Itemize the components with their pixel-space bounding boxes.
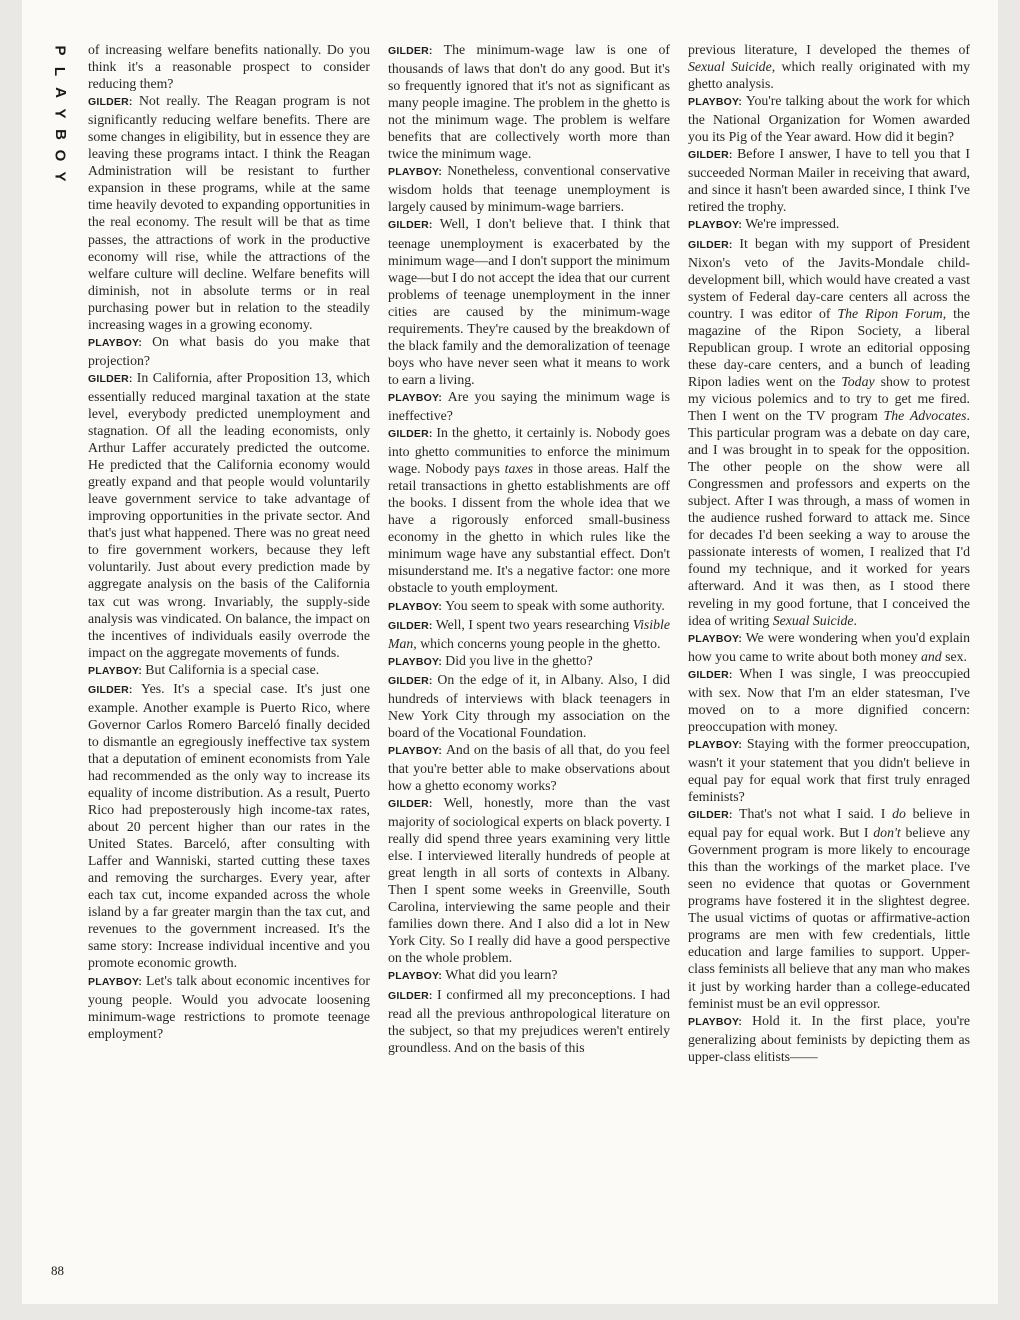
paragraph-text: in those areas. Half the retail transactions in ghetto establishments are off the books. I dissent from the whole idea that we have a rigorously enforced small-business economy in the ghetto in which rules like the minimum wage have any substantial effect. Don't misunderstand me. It's a negative factor: one more obstacle to youth employment. xyxy=(388,461,670,596)
interview-paragraph xyxy=(88,41,370,92)
paragraph-text: What did you learn? xyxy=(445,967,558,983)
paragraph-text: Not really. The Reagan program is not significantly reducing welfare benefits. There are some changes in eligibility, but in essence they are leaving these programs intact. I think the Reagan Administration will be resistant to further expansion in these programs, while at the same time heavily devoted to expanding opportunities in the real economy. The result will be that as time passes, the attractions of work in the productive economy will rise, while the attractions of the welfare culture will decline. Welfare benefits will diminish, not in absolute terms or in real purchasing power but in relation to the steadily increasing wages in a growing economy. xyxy=(88,93,370,332)
paragraph-text: , the magazine of the Ripon Society, a liberal Republican group. I wrote an editorial opposing these day-care centers, and a bunch of leading Ripon ladies went on the xyxy=(688,305,970,389)
interview-paragraph xyxy=(88,333,370,369)
italic-title-text: The Advocates xyxy=(883,407,967,423)
italic-title-text: Today xyxy=(841,373,875,389)
speaker-label: GILDER : xyxy=(388,428,436,440)
paragraph-text: believe any Government program is more likely to encourage this than the workings of the market place. I've seen no evidence that quotas or Government programs have fostered it in the slightest degree. The usual victims of quotas or affirmative-action programs are men with few credentials, little education and large families to support. Upper-class feminists all believe that any man who makes it just by working harder than a college-educated feminist must be an evil oppressor. xyxy=(688,825,970,1011)
paragraph-text: show to protest my vicious polemics and to try to get me fired. Then I went on the TV program xyxy=(688,373,970,423)
paragraph-text: Let's talk about economic incentives for young people. Would you advocate loosening minimum-wage restrictions to promote teenage employment? xyxy=(88,972,370,1041)
magazine-page xyxy=(22,0,998,1304)
italic-title-text: taxes xyxy=(504,461,534,477)
paragraph-text: Hold it. In the first place, you're generalizing about feminists by depicting them as upper-class elitists—— xyxy=(688,1012,970,1064)
interview-paragraph xyxy=(88,661,370,680)
italic-title-text: Sexual Suicide xyxy=(688,59,772,75)
paragraph-text: . This particular program was a debate on day care, and I was brought in to speak for the opposition. The other people on the show were all Congressmen and professors and experts on the subject. After I was through, a mass of women in the audience rushed forward to attack me. Since for decades I'd been seeking a way to arouse the passionate interests of women, I realized that I'd found my technique, and it worked for years afterward. And it was then, as I stood there reveling in my good fortune, that I conceived the idea of writing xyxy=(688,407,970,628)
interview-paragraph xyxy=(688,805,970,1012)
paragraph-text: We're impressed. xyxy=(745,216,840,232)
running-head-masthead xyxy=(52,40,68,187)
masthead-letter: O xyxy=(51,149,69,162)
masthead-letter: L xyxy=(51,66,69,77)
paragraph-text: That's not what I said. I xyxy=(739,806,893,822)
paragraph-text: In California, after Proposition 13, which essentially reduced marginal taxation at the state level, everybody predicted unemployment and stagnation. Of all the leading economists, only Arthur Laffer accurately predicted the outcome. He predicted that the California economy would greatly expand and that people would voluntarily leave government service to take advantage of improving opportunities in the private sector. And that's just what happened. There was no great need to fire government workers, because they left voluntarily. Just about every prediction made by aggregate analysis on the basis of the California tax cut was wrong. Invariably, the supply-side analysis was vindicated. On balance, the impact on the incentives of individuals easily overrode the impact on the aggregate movements of funds. xyxy=(88,369,370,660)
paragraph-text: , which really originated with my ghetto analysis. xyxy=(688,59,970,92)
speaker-label: PLAYBOY : xyxy=(688,739,747,751)
paragraph-text: I confirmed all my preconceptions. I had read all the previous anthropological literature on the subject, so that my prejudices weren't entirely groundless. And on the basis of this xyxy=(388,986,670,1055)
italic-title-text: Visible Man xyxy=(388,616,670,651)
masthead-letter: B xyxy=(51,129,69,140)
speaker-label: GILDER : xyxy=(688,149,737,161)
speaker-label: PLAYBOY : xyxy=(388,166,447,178)
paragraph-text: of increasing welfare benefits nationally. Do you think it's a reasonable prospect to consider reducing them? xyxy=(88,42,370,92)
speaker-label: PLAYBOY : xyxy=(388,970,445,982)
paragraph-text: It began with my support of President Nixon's veto of the Javits-Mondale child-development bill, which would have created a vast system of Federal day-care centers all across the country. I was editor of xyxy=(688,235,970,321)
paragraph-text: In the ghetto, it certainly is. Nobody goes into ghetto communities to enforce the minimum wage. Nobody pays xyxy=(388,425,670,477)
speaker-label: GILDER : xyxy=(388,675,437,687)
speaker-label: PLAYBOY : xyxy=(688,1016,752,1028)
paragraph-text: And on the basis of all that, do you feel that you're better able to make observations about how a ghetto economy works? xyxy=(388,741,670,793)
text-column-3 xyxy=(688,41,970,1065)
paragraph-text: . xyxy=(853,612,857,628)
speaker-label: PLAYBOY : xyxy=(388,656,445,668)
italic-title-text: The Ripon Forum xyxy=(837,305,943,321)
interview-paragraph xyxy=(688,735,970,805)
interview-paragraph xyxy=(688,1012,970,1065)
paragraph-text: The minimum-wage law is one of thousands of laws that don't do any good. But it's so frequently ignored that it's not as significant as many people imagine. The problem in the ghetto is not the minimum wage. The problem is welfare benefits that are collectively worth more than twice the minimum wage. xyxy=(388,42,670,162)
interview-paragraph xyxy=(388,215,670,387)
masthead-letter: P xyxy=(51,45,69,56)
speaker-label: GILDER : xyxy=(688,809,739,821)
paragraph-text: When I was single, I was preoccupied with sex. Now that I'm an elder statesman, I've moved on to a more dignified concern: preoccupation with money. xyxy=(688,665,970,734)
speaker-label: GILDER : xyxy=(388,990,437,1002)
paragraph-text: believe in equal pay for equal work. But I xyxy=(688,806,970,841)
paragraph-text: , which concerns young people in the ghetto. xyxy=(413,635,661,651)
paragraph-text: previous literature, I developed the themes of xyxy=(688,42,970,57)
interview-paragraph xyxy=(388,671,670,741)
masthead-letter: Y xyxy=(51,108,69,119)
speaker-label: PLAYBOY : xyxy=(388,601,445,613)
text-column-2 xyxy=(388,41,670,1056)
speaker-label: GILDER : xyxy=(88,96,139,108)
interview-paragraph xyxy=(388,424,670,596)
italic-title-text: do xyxy=(892,806,906,822)
paragraph-text: Did you live in the ghetto? xyxy=(445,652,593,668)
paragraph-text: Yes. It's a special case. It's just one example. Another example is Puerto Rico, where Governor Carlos Romero Barceló finally decided to dismantle an egregiously ineffective tax system that a deputation of eminent economists from Yale had recommended as the only way to increase its equality of income distribution. As a result, Puerto Rico had preposterously high income-tax rates, about 20 percent higher than our rates in the United States. Barceló, after consulting with Laffer and Wanniski, started cutting these taxes and removing the surcharges. Every year, after each tax cut, income expanded across the whole island by a far greater margin than the tax cut, and revenues to the government increased. It's the same story: Increase individual incentive and you promote economic growth. xyxy=(88,680,370,971)
paragraph-text: On what basis do you make that projection? xyxy=(88,333,370,368)
paragraph-text: Are you saying the minimum wage is ineffective? xyxy=(388,388,670,423)
speaker-label: PLAYBOY : xyxy=(88,665,145,677)
paragraph-text: We were wondering when you'd explain how you came to write about both money xyxy=(688,629,970,664)
speaker-label: PLAYBOY : xyxy=(88,337,152,349)
interview-paragraph xyxy=(88,972,370,1042)
speaker-label: GILDER : xyxy=(388,219,440,231)
paragraph-text: Well, I don't believe that. I think that teenage unemployment is exacerbated by the minimum wage—and I don't support the minimum wage—but I do not accept the idea that our current problems of teenage unemployment in the inner cities are caused by the minimum-wage requirements. They're caused by the breakdown of the black family and the demoralization of teenage boys who have never seen what it means to work to earn a living. xyxy=(388,216,670,387)
speaker-label: GILDER : xyxy=(88,373,137,385)
speaker-label: PLAYBOY : xyxy=(88,976,146,988)
interview-paragraph xyxy=(88,92,370,333)
interview-paragraph xyxy=(388,162,670,215)
interview-paragraph xyxy=(388,794,670,966)
speaker-label: GILDER : xyxy=(388,798,444,810)
interview-paragraph xyxy=(688,92,970,145)
italic-title-text: and xyxy=(920,648,942,664)
speaker-label: GILDER : xyxy=(688,669,739,681)
paragraph-text: Well, honestly, more than the vast majority of sociological experts on black poverty. I really did spend three years examining very little else. I interviewed literally hundreds of people at great length in all sorts of contexts in Albany. Then I spent some weeks in Greenville, South Carolina, interviewing the same people and their families down there. And I also did a lot in New York City. So I really did have a good perspective on the whole problem. xyxy=(388,795,670,966)
interview-paragraph xyxy=(688,629,970,665)
speaker-label: PLAYBOY : xyxy=(388,392,448,404)
page-number: 88 xyxy=(51,1263,64,1278)
speaker-label: PLAYBOY : xyxy=(688,219,745,231)
speaker-label: GILDER : xyxy=(388,620,436,632)
interview-paragraph xyxy=(688,665,970,735)
interview-paragraph xyxy=(388,388,670,424)
paragraph-text: sex. xyxy=(941,648,967,664)
paragraph-text: Before I answer, I have to tell you that I succeeded Norman Mailer in receiving that award, and since it hasn't been awarded since, I think I've retired the trophy. xyxy=(688,146,970,215)
paragraph-text: Nonetheless, conventional conservative wisdom holds that teenage unemployment is largely caused by minimum-wage barriers. xyxy=(388,163,670,215)
paragraph-text: You're talking about the work for which the National Organization for Women awarded you its Pig of the Year award. How did it begin? xyxy=(688,93,970,145)
interview-paragraph xyxy=(688,41,970,92)
paragraph-text: Well, I spent two years researching xyxy=(435,616,633,632)
masthead-letter: A xyxy=(51,87,69,98)
interview-paragraph xyxy=(388,652,670,671)
interview-paragraph xyxy=(388,986,670,1056)
interview-paragraph xyxy=(388,966,670,985)
interview-paragraph xyxy=(388,597,670,616)
paragraph-text: On the edge of it, in Albany. Also, I did hundreds of interviews with black teenagers in New York City through my association on the board of the Vocational Foundation. xyxy=(388,671,670,740)
speaker-label: PLAYBOY : xyxy=(688,633,746,645)
masthead-letter: Y xyxy=(51,171,69,182)
interview-paragraph xyxy=(88,369,370,661)
interview-paragraph xyxy=(688,145,970,215)
interview-paragraph xyxy=(388,616,670,652)
paragraph-text: You seem to speak with some authority. xyxy=(445,597,665,613)
interview-paragraph xyxy=(688,215,970,234)
text-column-1 xyxy=(88,41,370,1042)
interview-paragraph xyxy=(388,41,670,162)
interview-paragraph xyxy=(388,741,670,794)
speaker-label: GILDER : xyxy=(388,45,444,57)
interview-paragraph xyxy=(88,680,370,972)
speaker-label: GILDER : xyxy=(688,239,739,251)
speaker-label: PLAYBOY : xyxy=(688,96,746,108)
speaker-label: GILDER : xyxy=(88,684,141,696)
italic-title-text: Sexual Suicide xyxy=(772,612,854,628)
paragraph-text: Staying with the former preoccupation, wasn't it your statement that you didn't believe in equal pay for equal work that first truly enraged feminists? xyxy=(688,735,970,805)
paragraph-text: But California is a special case. xyxy=(145,661,320,677)
italic-title-text: don't xyxy=(873,825,901,841)
interview-paragraph xyxy=(688,235,970,629)
speaker-label: PLAYBOY : xyxy=(388,745,446,757)
